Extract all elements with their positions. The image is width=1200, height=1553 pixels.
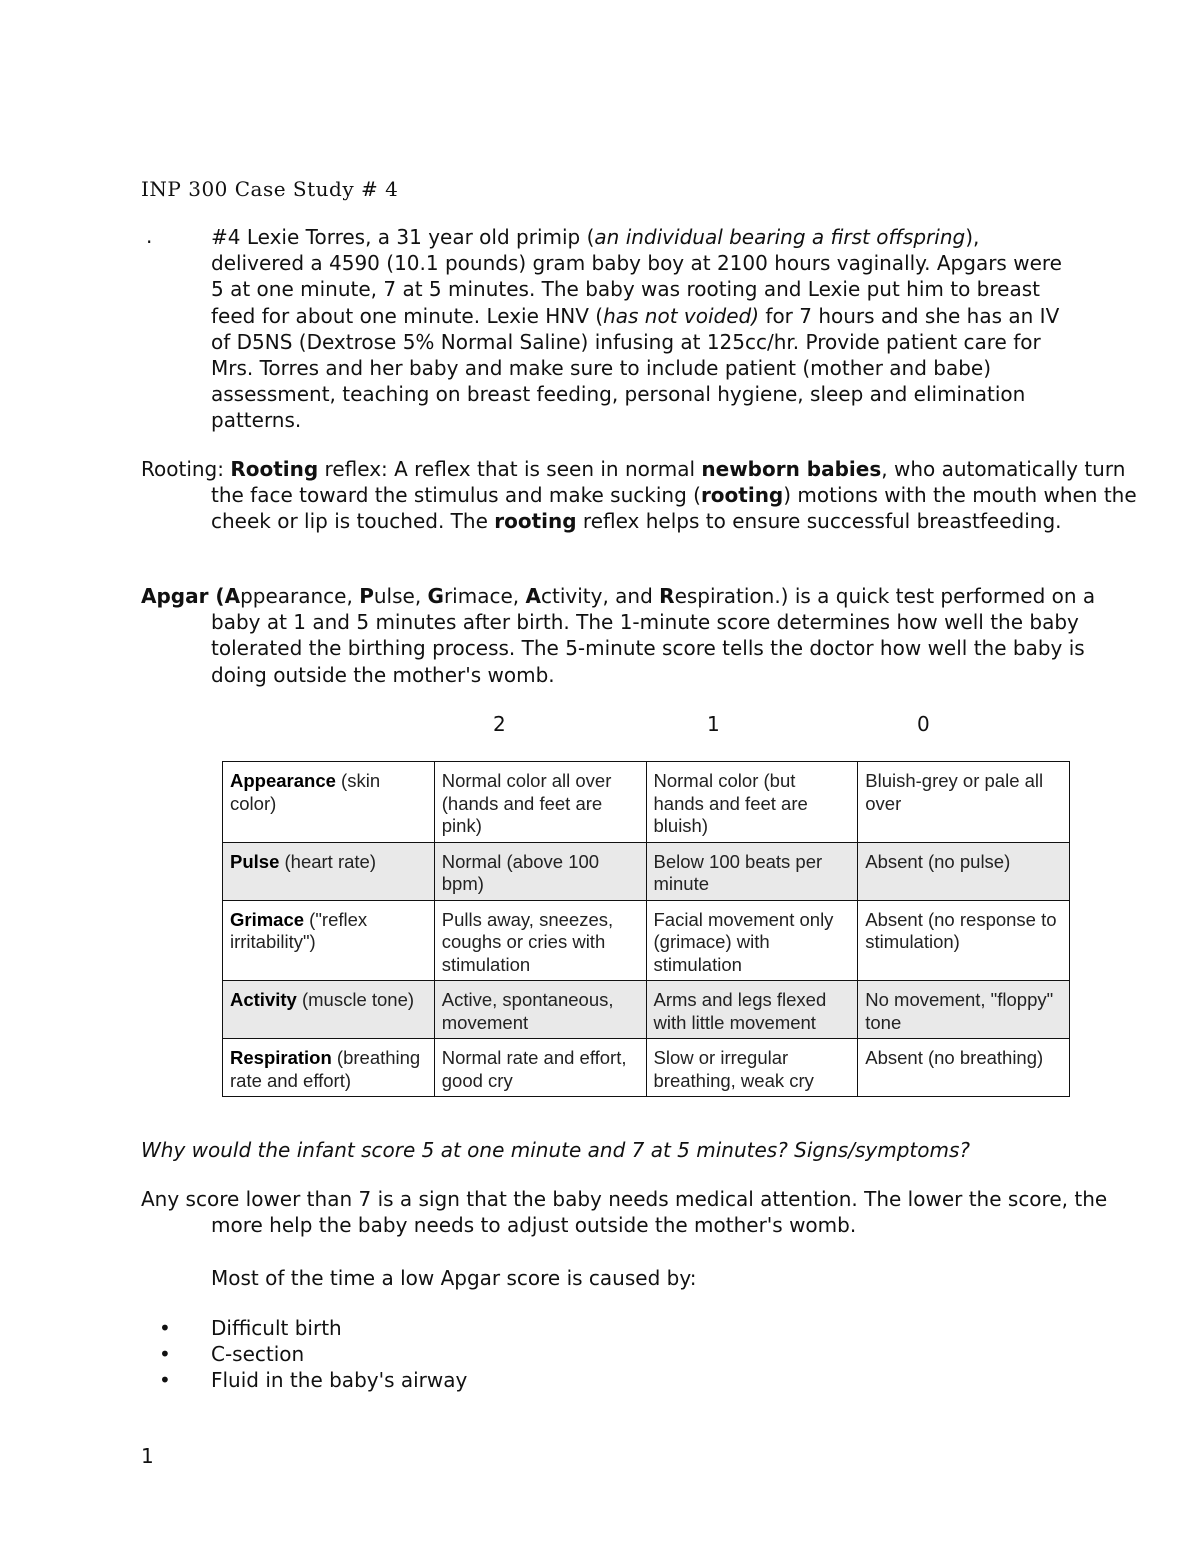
- table-row: [223, 900, 1070, 981]
- document-title: INP 300 Case Study # 4: [141, 177, 399, 201]
- hnv-definition: has not voided): [603, 303, 760, 328]
- score-2-cell: Pulls away, sneezes, coughs or cries with stimulation: [434, 900, 646, 981]
- case-rest: for 7 hours and she has an IV of D5NS (Dextrose 5% Normal Saline) infusing at 125cc/hr. Provide patient care for Mrs. Torres and her baby and make sure to include patient (mother and babe) assessment, teaching on breast feeding, personal hygiene, sleep and elimination patterns.: [211, 303, 1060, 433]
- score-2-cell: Normal color all over (hands and feet are pink): [434, 762, 646, 843]
- score-2-cell: Normal (above 100 bpm): [434, 842, 646, 900]
- apgar-table: [222, 761, 1070, 1097]
- table-row: [223, 762, 1070, 843]
- score-1-cell: Below 100 beats per minute: [646, 842, 858, 900]
- list-item: • Fluid in the baby's airway: [159, 1368, 468, 1393]
- case-middle: ), delivered a 4590 (10.1 pounds) gram baby boy at 2100 hours vaginally. Apgars were 5 at one minute, 7 at 5 minutes. The baby was rooting and Lexie put him to breast feed for about one minute. Lexie HNV (: [211, 225, 1062, 328]
- criterion-cell: Grimace ("reflex irritability"): [223, 900, 435, 981]
- score-header-0: 0: [917, 712, 930, 736]
- criterion-cell: Activity (muscle tone): [223, 981, 435, 1039]
- score-2-cell: Normal rate and effort, good cry: [434, 1039, 646, 1097]
- case-prefix: #4 Lexie Torres, a 31 year old primip (: [211, 225, 595, 249]
- list-item: • Difficult birth: [159, 1316, 342, 1340]
- score-2-cell: Active, spontaneous, movement: [434, 981, 646, 1039]
- criterion-cell: Appearance (skin color): [223, 762, 435, 843]
- criterion-cell: Respiration (breathing rate and effort): [223, 1039, 435, 1097]
- score-explanation: Any score lower than 7 is a sign that the baby needs medical attention. The lower the score, the more help the baby needs to adjust outside the mother's womb.: [141, 1187, 1108, 1238]
- page-number: 1: [141, 1444, 154, 1468]
- apgar-definition: Apgar (Appearance, Pulse, Grimace, Activity, and Respiration.) is a quick test performed on a baby at 1 and 5 minutes after birth. The 1-minute score determines how well the baby tolerated the birthing process. The 5-minute score tells the doctor how well the baby is doing outside the mother's womb.: [141, 584, 1096, 687]
- case-list-marker: .: [146, 224, 153, 248]
- causes-intro: Most of the time a low Apgar score is caused by:: [211, 1266, 697, 1290]
- score-1-cell: Arms and legs flexed with little movement: [646, 981, 858, 1039]
- score-0-cell: Absent (no response to stimulation): [858, 900, 1070, 981]
- list-item: • C-section: [159, 1342, 305, 1367]
- score-0-cell: Absent (no pulse): [858, 842, 1070, 900]
- table-row: [223, 1039, 1070, 1097]
- causes-list: [141, 1315, 467, 1394]
- score-0-cell: No movement, "floppy" tone: [858, 981, 1070, 1039]
- question-text: Why would the infant score 5 at one minute and 7 at 5 minutes? Signs/symptoms?: [141, 1138, 970, 1162]
- score-1-cell: Normal color (but hands and feet are bluish): [646, 762, 858, 843]
- score-1-cell: Facial movement only (grimace) with stimulation: [646, 900, 858, 981]
- rooting-definition: Rooting: Rooting reflex: A reflex that is seen in normal newborn babies, who automatically turn the face toward the stimulus and make sucking (rooting) motions with the mouth when the cheek or lip is touched. The rooting reflex helps to ensure successful breastfeeding.: [141, 457, 1137, 534]
- score-1-cell: Slow or irregular breathing, weak cry: [646, 1039, 858, 1097]
- bullet-icon: •: [159, 1342, 171, 1367]
- score-header-2: 2: [493, 712, 506, 736]
- bullet-icon: •: [159, 1368, 171, 1393]
- bullet-icon: •: [159, 1316, 171, 1340]
- primip-definition: an individual bearing a first offspring: [594, 225, 966, 249]
- case-description: [211, 224, 1071, 434]
- score-0-cell: Bluish-grey or pale all over: [858, 762, 1070, 843]
- table-row: [223, 981, 1070, 1039]
- table-row: [223, 842, 1070, 900]
- score-header-1: 1: [707, 712, 720, 736]
- score-0-cell: Absent (no breathing): [858, 1039, 1070, 1097]
- criterion-cell: Pulse (heart rate): [223, 842, 435, 900]
